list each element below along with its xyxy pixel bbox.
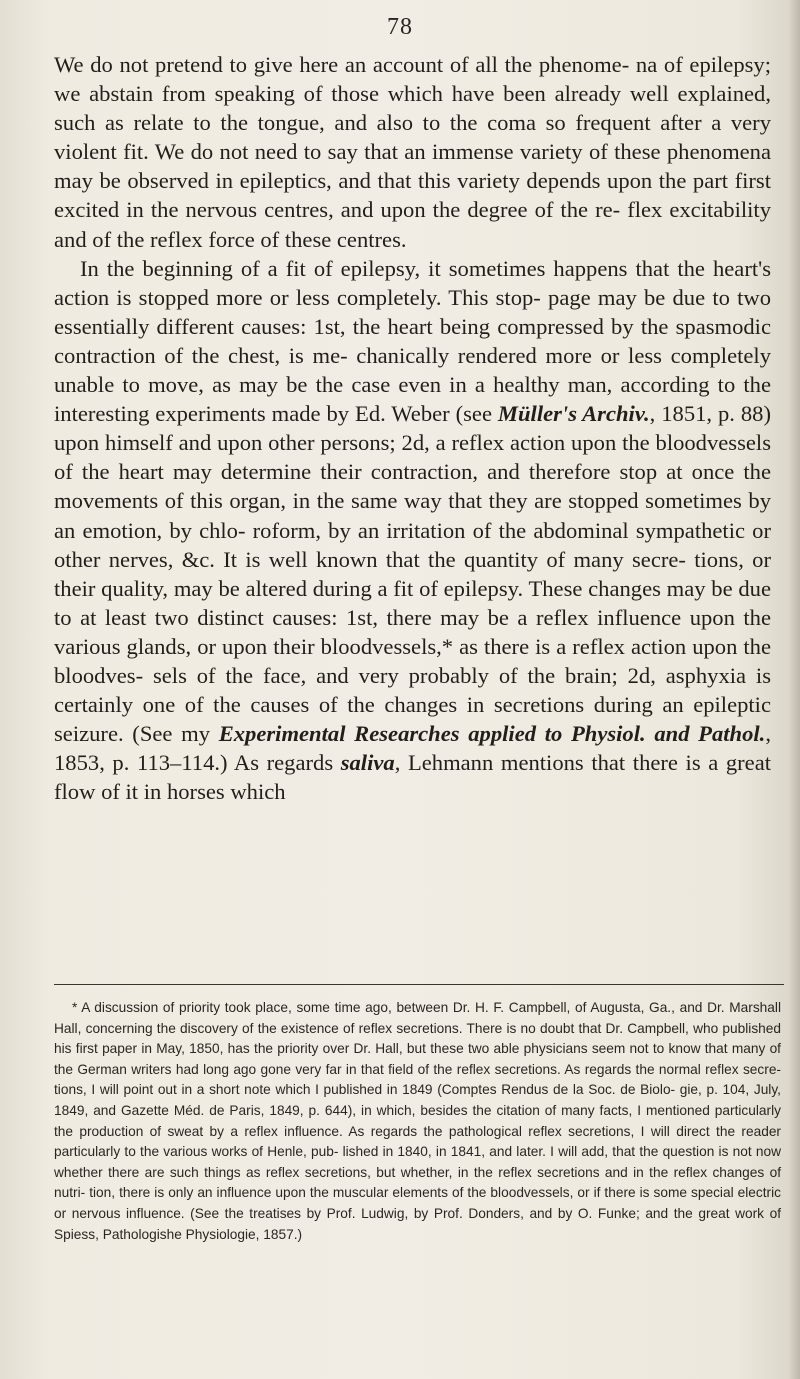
emphasized-text: Comptes Rendus de la Soc. de Biolo- gie	[441, 1082, 699, 1098]
paragraph	[54, 254, 771, 807]
text-run: , 1849, p. 644), in which, besides the citation of many facts, I mentioned particularly the production of sweat by a reflex influence. As regards the pathological reflex secretions, I will direct the reader particularly to the various works of Henle, pub- lished in 1840, in 1841, and later. I will add, that the question is not now whether there are such things as reflex secretions, but whether, in the reflex secretions and in the reflex changes of nutri- tion, there is only an influence upon the muscular elements of the bloodvessels, or if there is some special electric or nervous influence. (See the treatises by Prof. Ludwig, by Prof. Donders, and by O. Funke; and the great work of Spiess,	[54, 1102, 781, 1242]
emphasized-text: reflex	[358, 1020, 393, 1036]
emphasized-text: Pathologishe Physiologie	[102, 1226, 256, 1242]
text-run: , 1853, p. 113–114.) As regards	[54, 721, 771, 776]
footnote-divider	[54, 984, 784, 985]
footnote	[54, 998, 781, 1245]
text-run: * A discussion of priority took place, some time ago, between Dr. H. F. Campbell, of Augusta, Ga., and Dr. Marshall Hall, concerning the discovery of the existence of	[54, 1000, 781, 1036]
text-run: We do not pretend to give here an account of all the phenome- na of epilepsy; we abstain from speaking of those which have been already well explained, such as relate to the tongue, and also to the coma so frequent after a very violent fit. We do not need to say that an immense variety of these phenomena may be observed in epileptics, and that this variety depends upon the part first excited in the nervous centres, and upon the degree of the re- flex excitability and of the reflex force of these centres.	[54, 52, 771, 252]
text-run: , Lehmann mentions that there is a great flow of it in horses which	[54, 750, 772, 805]
text-run: secretions. There is no doubt that Dr. Campbell, who published his first paper in May, 1850, has the priority over Dr. Hall, but these two able physicians seem not to know that many of the German writers had long ago gone very far in that field of the reflex secretions. As regards the normal reflex secre- tions, I will point out in a short note which I published in 1849 (	[54, 1020, 782, 1098]
page-edge-shadow	[788, 0, 800, 1379]
text-run: In the beginning of a fit of epilepsy, it sometimes happens that the heart's action is stopped more or less completely. This stop- page may be due to two essentially different causes: 1st, the heart being compressed by the spasmodic contraction of the chest, is me- chanically rendered more or less completely unable to move, as may be the case even in a healthy man, according to the interesting experiments made by Ed. Weber (see	[54, 255, 771, 427]
paragraph	[54, 50, 771, 254]
emphasized-text: saliva	[340, 750, 395, 776]
text-run: , 1851, p. 88) upon himself and upon other persons; 2d, a reflex action upon the bloodvessels of the heart may determine their contraction, and therefore stop at once the movements of this organ, in the same way that they are stopped sometimes by an emotion, by chlo- roform, by an irritation of the abdominal sympathetic or other nerves, &c. It is well known that the quantity of many secre- tions, or their quality, may be altered during a fit of epilepsy. These changes may be due to at least two distinct causes: 1st, there may be a reflex influence upon the various glands, or upon their bloodvessels,* as there is a reflex action upon the bloodves- sels of the face, and very probably of the brain; 2d, asphyxia is certainly one of the causes of the changes in secretions during an epileptic seizure. (See my	[54, 401, 771, 747]
emphasized-text: Experimental Researches applied to Physiol. and Pathol.	[218, 721, 766, 747]
text-run: , 1857.)	[255, 1226, 303, 1242]
emphasized-text: Müller's Archiv.	[497, 401, 650, 427]
main-text	[54, 50, 771, 806]
footnote-text	[54, 998, 781, 1245]
text-run: , p. 104, July, 1849, and	[54, 1082, 781, 1118]
page-number: 78	[387, 14, 413, 40]
emphasized-text: Gazette Méd. de Paris	[120, 1102, 261, 1118]
